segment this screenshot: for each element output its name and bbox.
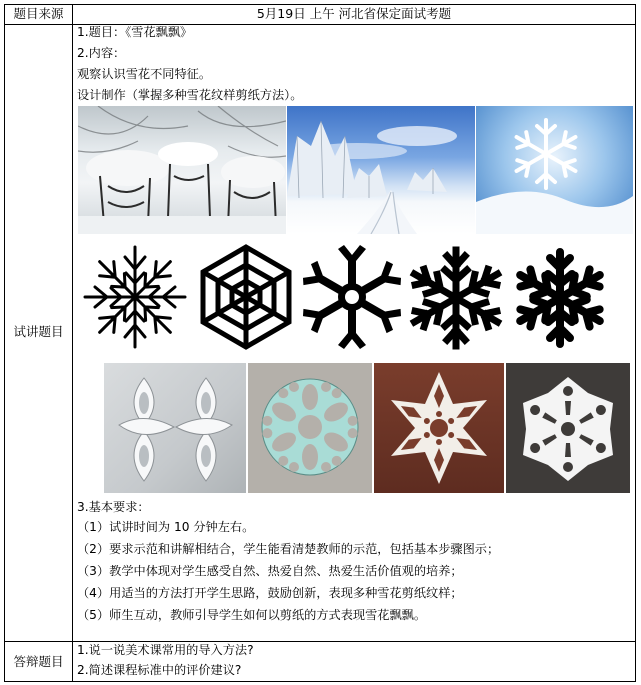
snowflake-silhouette-4 bbox=[404, 243, 508, 353]
snowflake-silhouette-2 bbox=[193, 241, 299, 353]
snowy-road-photo bbox=[287, 106, 475, 234]
snowflake-closeup-photo bbox=[476, 106, 633, 234]
requirement-item: （5）师生互动，教师引导学生如何以剪纸的方式表现雪花飘飘。 bbox=[77, 608, 427, 622]
requirement-item: （2）要求示范和讲解相结合，学生能看清楚教师的示范，包括基本步骤图示； bbox=[77, 542, 500, 556]
content-line: 观察认识雪花不同特征。 bbox=[77, 67, 212, 81]
paper-snowflake-photo-2 bbox=[248, 363, 372, 493]
requirement-item: （4）用适当的方法打开学生思路，鼓励创新，表现多种雪花剪纸纹样； bbox=[77, 586, 463, 600]
content-heading: 2.内容： bbox=[77, 46, 126, 60]
snowy-chairs-photo bbox=[78, 106, 286, 234]
requirement-item: （3）教学中体现对学生感受自然、热爱自然、热爱生活价值观的培养； bbox=[77, 564, 463, 578]
source-label: 题目来源 bbox=[13, 6, 64, 21]
defense-row-label: 答辩题目 bbox=[13, 654, 64, 669]
requirement-item: （1）试讲时间为 10 分钟左右。 bbox=[77, 520, 255, 534]
topic-line: 1.题目：《雪花飘飘》 bbox=[77, 25, 193, 39]
page-title: 5月19日 上午 河北省保定面试考题 bbox=[256, 6, 452, 21]
paper-snowflake-photo-4 bbox=[506, 363, 630, 493]
requirements-heading: 3.基本要求： bbox=[77, 500, 150, 514]
paper-snowflake-photo-3 bbox=[374, 363, 504, 493]
column-divider bbox=[72, 5, 73, 681]
defense-question: 2.简述课程标准中的评价建议? bbox=[77, 663, 242, 677]
snowflake-silhouette-1 bbox=[82, 243, 188, 351]
snowflake-silhouette-3 bbox=[298, 242, 406, 352]
defense-question: 1.说一说美术课常用的导入方法? bbox=[77, 643, 254, 657]
paper-snowflake-photo-1 bbox=[104, 363, 246, 493]
lecture-row-label: 试讲题目 bbox=[13, 324, 64, 339]
snowflake-silhouette-5 bbox=[506, 243, 614, 353]
content-line: 设计制作（掌握多种雪花纹样剪纸方法）。 bbox=[77, 88, 303, 102]
